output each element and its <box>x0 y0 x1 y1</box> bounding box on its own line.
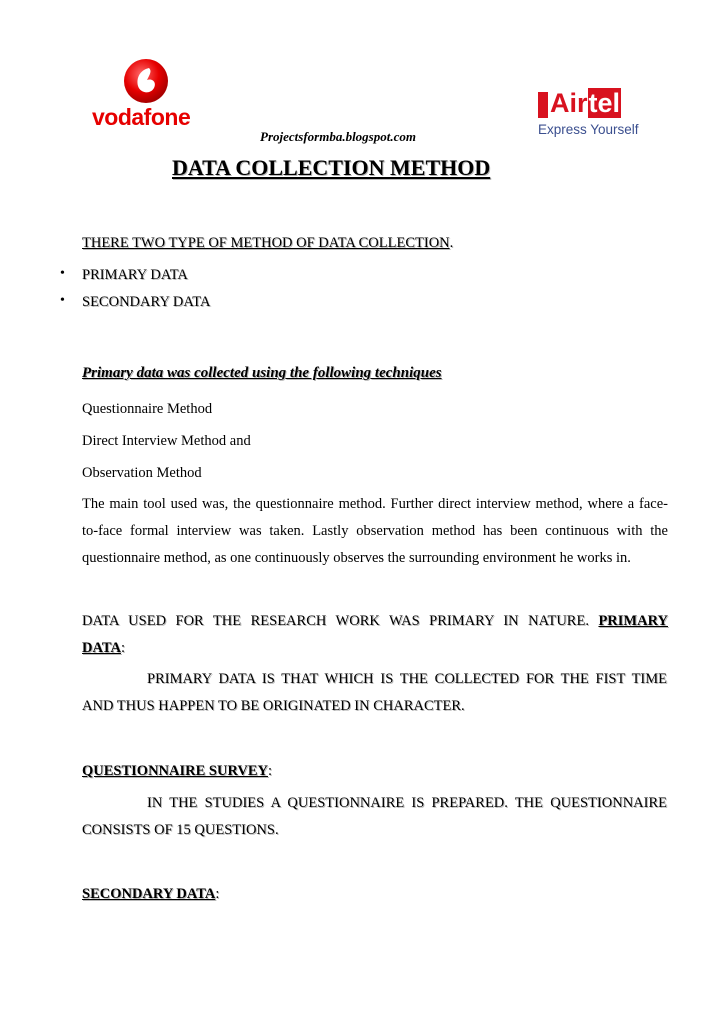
method-questionnaire: Questionnaire Method <box>82 401 213 417</box>
method-observation: Observation Method <box>82 465 202 481</box>
airtel-logo <box>538 90 658 140</box>
primary-label: PRIMARY <box>598 613 668 629</box>
page-title: DATA COLLECTION METHOD <box>172 155 491 180</box>
bullet-item-primary: PRIMARY DATA <box>82 267 188 283</box>
primary-definition-line-2: AND THUS HAPPEN TO BE ORIGINATED IN CHARACTER. <box>82 698 465 714</box>
airtel-logo-mark-icon <box>538 92 548 118</box>
paragraph-line-1: The main tool used was, the questionnaire method. Further direct interview method, where a face- <box>82 496 668 512</box>
paragraph-line-2: to-face formal interview was taken. Lastly observation method has been continuous with the <box>82 523 668 539</box>
website-label: Projectsformba.blogspot.com <box>260 129 416 144</box>
bullet-item-secondary: SECONDARY DATA <box>82 294 211 310</box>
bullet-marker-2: • <box>60 293 65 308</box>
secondary-heading: SECONDARY DATA: <box>82 886 220 902</box>
vodafone-wordmark: vodafone <box>92 104 191 130</box>
vodafone-speechmark-icon <box>92 58 212 108</box>
vodafone-logo <box>92 58 212 133</box>
bullet-marker-1: • <box>60 266 65 281</box>
airtel-tagline: Express Yourself <box>538 122 639 137</box>
questionnaire-line-1: IN THE STUDIES A QUESTIONNAIRE IS PREPARED. THE QUESTIONNAIRE <box>147 795 667 811</box>
primary-heading: Primary data was collected using the following techniques <box>82 365 442 381</box>
questionnaire-heading: QUESTIONNAIRE SURVEY: <box>82 763 273 779</box>
nature-line-1: DATA USED FOR THE RESEARCH WORK WAS PRIMARY IN NATURE. PRIMARY <box>82 613 668 629</box>
primary-definition-line-1: PRIMARY DATA IS THAT WHICH IS THE COLLECTED FOR THE FIST TIME <box>147 671 667 687</box>
questionnaire-line-2: CONSISTS OF 15 QUESTIONS. <box>82 822 279 838</box>
nature-line-2: DATA: <box>82 640 125 656</box>
paragraph-line-3: questionnaire method, as one continuously observes the surrounding environment he works in. <box>82 550 631 566</box>
airtel-wordmark: Airtel <box>550 88 621 118</box>
intro-line: THERE TWO TYPE OF METHOD OF DATA COLLECTION. <box>82 235 454 251</box>
method-direct-interview: Direct Interview Method and <box>82 433 251 449</box>
